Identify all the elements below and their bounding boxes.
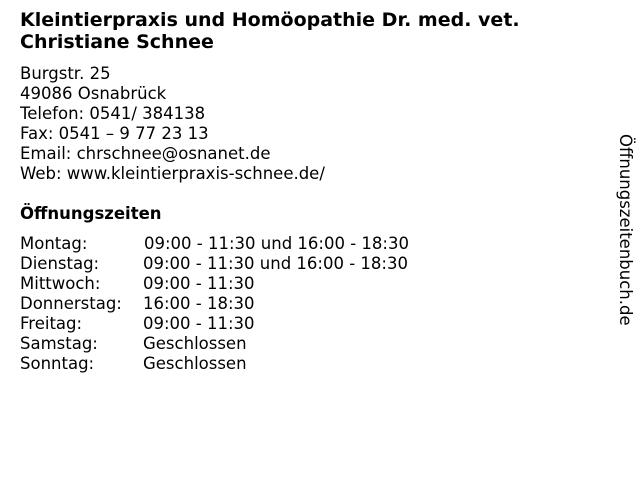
day-label: Dienstag: (20, 254, 100, 273)
opening-hours-heading: Öffnungszeiten (20, 204, 162, 223)
time-value: 09:00 - 11:30 und 16:00 - 18:30 (144, 234, 409, 253)
time-value: 09:00 - 11:30 (143, 314, 255, 333)
city-line: 49086 Osnabrück (20, 84, 167, 103)
day-label: Montag: (20, 234, 88, 253)
day-label: Donnerstag: (20, 294, 122, 313)
street-line: Burgstr. 25 (20, 64, 111, 83)
time-value: 09:00 - 11:30 (143, 274, 255, 293)
day-label: Freitag: (20, 314, 83, 333)
email-line: Email: chrschnee@osnanet.de (20, 144, 271, 163)
time-value: 16:00 - 18:30 (143, 294, 255, 313)
web-line: Web: www.kleintierpraxis-schnee.de/ (20, 164, 325, 183)
day-label: Samstag: (20, 334, 98, 353)
day-label: Sonntag: (20, 354, 95, 373)
practice-title: Kleintierpraxis und Homöopathie Dr. med. vet. Christiane Schnee (20, 9, 520, 53)
phone-line: Telefon: 0541/ 384138 (20, 104, 206, 123)
day-label: Mittwoch: (20, 274, 101, 293)
address-block (20, 64, 325, 184)
fax-line: Fax: 0541 – 9 77 23 13 (20, 124, 209, 143)
time-value: Geschlossen (143, 354, 247, 373)
site-watermark: Öffnungszeitenbuch.de (616, 134, 635, 326)
time-value: Geschlossen (143, 334, 247, 353)
time-value: 09:00 - 11:30 und 16:00 - 18:30 (143, 254, 408, 273)
